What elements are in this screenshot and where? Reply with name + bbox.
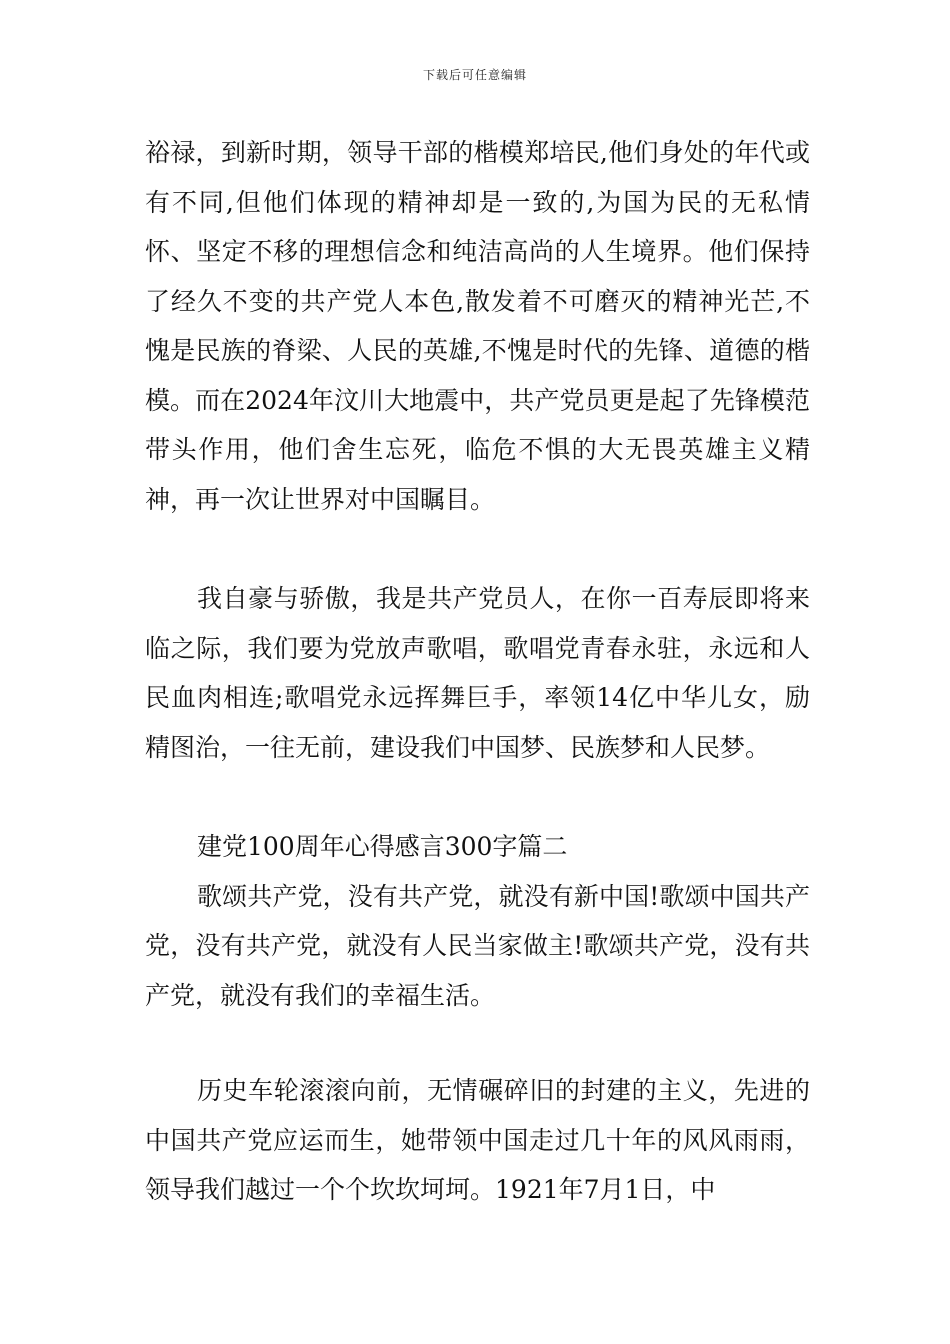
paragraph-spacer (145, 772, 810, 822)
paragraph-1: 裕禄，到新时期，领导干部的楷模郑培民,他们身处的年代或有不同,但他们体现的精神却是一致的,为国为民的无私情怀、坚定不移的理想信念和纯洁高尚的人生境界。他们保持了经久不变的共产党人本色,散发着不可磨灭的精神光芒,不愧是民族的脊梁、人民的英雄,不愧是时代的先锋、道德的楷模。而在2024年汶川大地震中，共产党员更是起了先锋模范带头作用，他们舍生忘死，临危不惧的大无畏英雄主义精神，再一次让世界对中国瞩目。 (145, 138, 810, 514)
paragraph-4: 历史车轮滚滚向前，无情碾碎旧的封建的主义，先进的中国共产党应运而生，她带领中国走过几十年的风风雨雨，领导我们越过一个个坎坎坷坷。1921年7月1日，中 (145, 1076, 810, 1204)
section-title: 建党100周年心得感言300字篇二 (197, 832, 568, 861)
paragraph-spacer (145, 524, 810, 574)
paragraph-3: 歌颂共产党，没有共产党，就没有新中国!歌颂中国共产党，没有共产党，就没有人民当家做主!歌颂共产党，没有共产党，就没有我们的幸福生活。 (145, 881, 810, 1010)
page-header: 下载后可任意编辑 (422, 68, 527, 82)
document-body (145, 128, 810, 1215)
paragraph-2: 我自豪与骄傲，我是共产党员人，在你一百寿辰即将来临之际，我们要为党放声歌唱，歌唱党青春永驻，永远和人民血肉相连;歌唱党永远挥舞巨手，率领14亿中华儿女，励精图治，一往无前，建设我们中国梦、民族梦和人民梦。 (145, 584, 810, 762)
paragraph-spacer (145, 1020, 810, 1066)
